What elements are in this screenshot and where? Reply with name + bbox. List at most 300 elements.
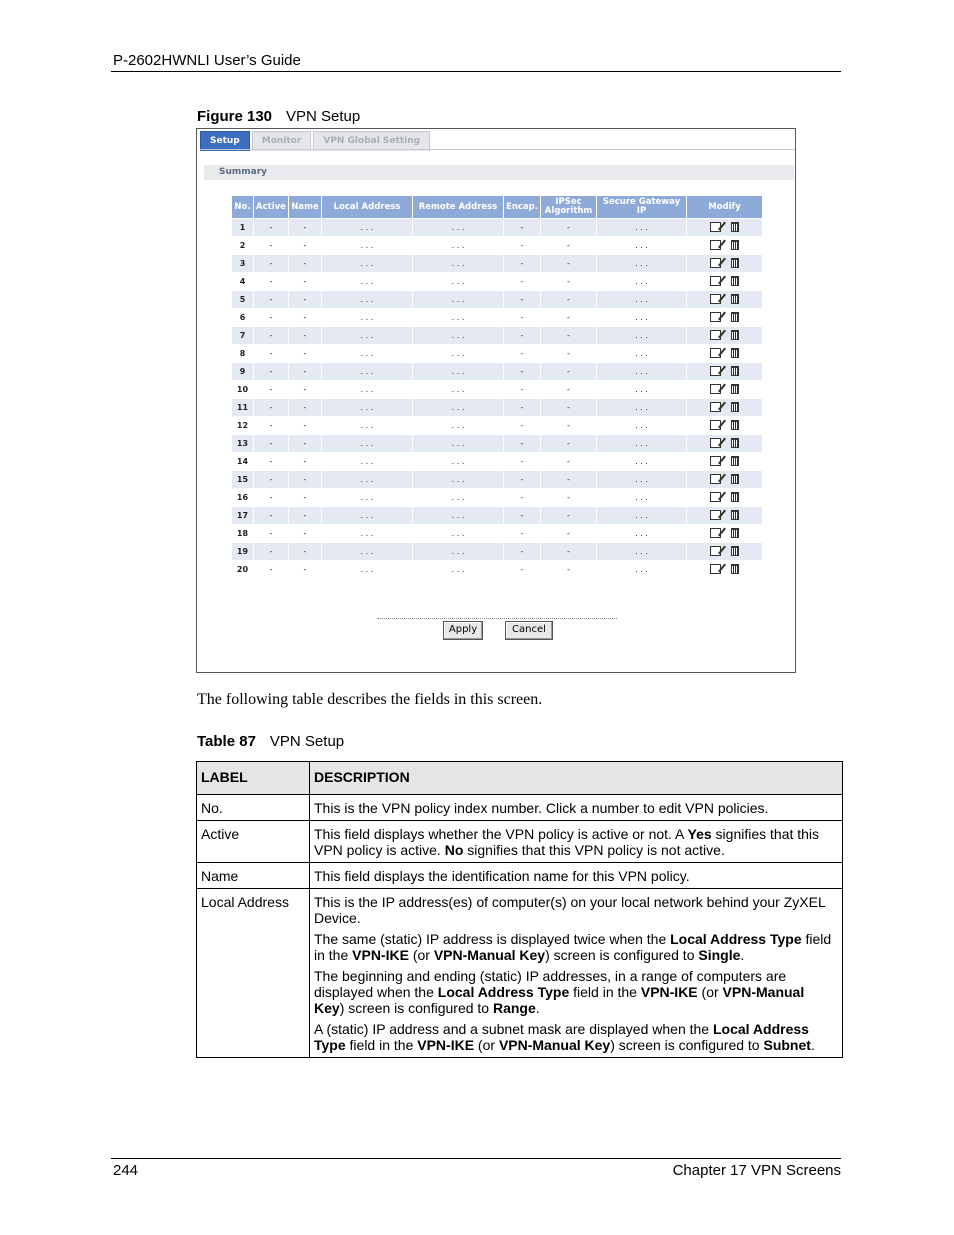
text-run: This field displays whether the VPN policy is active or not. A xyxy=(314,826,688,842)
row-ipsec-algorithm: - xyxy=(541,399,596,416)
row-no[interactable]: 10 xyxy=(232,381,253,398)
row-name: - xyxy=(289,219,321,236)
table-row xyxy=(232,525,762,542)
row-active: - xyxy=(254,381,288,398)
row-active: - xyxy=(254,345,288,362)
row-local-address: . . . xyxy=(322,363,412,380)
modify-icons xyxy=(710,474,739,484)
row-remote-address: . . . xyxy=(413,399,503,416)
row-active: - xyxy=(254,363,288,380)
row-ipsec-algorithm: - xyxy=(541,363,596,380)
modify-icons xyxy=(710,528,739,538)
header-rule xyxy=(111,71,841,72)
text-run: signifies that this VPN policy is active. xyxy=(314,826,820,858)
edit-icon[interactable] xyxy=(710,330,721,340)
col-encap: Encap. xyxy=(504,196,540,218)
description-paragraph xyxy=(314,1021,838,1053)
row-modify xyxy=(687,399,762,416)
table-row xyxy=(232,399,762,416)
trash-icon[interactable] xyxy=(731,564,739,574)
table-row xyxy=(232,507,762,524)
edit-icon[interactable] xyxy=(710,240,721,250)
trash-icon[interactable] xyxy=(731,456,739,466)
modify-icons xyxy=(710,240,739,250)
row-ipsec-algorithm: - xyxy=(541,471,596,488)
text-run: A (static) IP address and a subnet mask are displayed when the xyxy=(314,1021,713,1037)
trash-icon[interactable] xyxy=(731,258,739,268)
row-ipsec-algorithm: - xyxy=(541,291,596,308)
row-encap: - xyxy=(504,345,540,362)
row-remote-address: . . . xyxy=(413,435,503,452)
edit-icon[interactable] xyxy=(710,492,721,502)
row-local-address: . . . xyxy=(322,255,412,272)
table-row xyxy=(232,417,762,434)
edit-icon[interactable] xyxy=(710,222,721,232)
trash-icon[interactable] xyxy=(731,366,739,376)
row-no[interactable]: 3 xyxy=(232,255,253,272)
row-encap: - xyxy=(504,471,540,488)
row-secure-gateway-ip: . . . xyxy=(597,309,686,326)
modify-icons xyxy=(710,564,739,574)
row-encap: - xyxy=(504,255,540,272)
edit-icon[interactable] xyxy=(710,258,721,268)
row-ipsec-algorithm: - xyxy=(541,255,596,272)
col-modify: Modify xyxy=(687,196,762,218)
modify-icons xyxy=(710,384,739,394)
table-title: VPN Setup xyxy=(269,733,345,750)
row-no[interactable]: 11 xyxy=(232,399,253,416)
row-active: - xyxy=(254,471,288,488)
edit-icon[interactable] xyxy=(710,546,721,556)
row-secure-gateway-ip: . . . xyxy=(597,345,686,362)
row-secure-gateway-ip: . . . xyxy=(597,453,686,470)
edit-icon[interactable] xyxy=(710,528,721,538)
row-active: - xyxy=(254,435,288,452)
row-modify xyxy=(687,273,762,290)
vpn-summary-table xyxy=(231,195,763,579)
table-row xyxy=(232,381,762,398)
description-row xyxy=(197,889,843,1058)
edit-icon[interactable] xyxy=(710,420,721,430)
row-no[interactable]: 7 xyxy=(232,327,253,344)
row-encap: - xyxy=(504,525,540,542)
col-remote-address: Remote Address xyxy=(413,196,503,218)
edit-icon[interactable] xyxy=(710,564,721,574)
row-ipsec-algorithm: - xyxy=(541,453,596,470)
row-local-address: . . . xyxy=(322,273,412,290)
row-name: - xyxy=(289,453,321,470)
row-active: - xyxy=(254,399,288,416)
text-run: field in the xyxy=(345,1037,418,1053)
modify-icons xyxy=(710,402,739,412)
row-modify xyxy=(687,363,762,380)
table-row xyxy=(232,561,762,578)
row-name: - xyxy=(289,489,321,506)
row-name: - xyxy=(289,345,321,362)
field-label: Local Address xyxy=(197,889,310,1058)
row-modify xyxy=(687,309,762,326)
row-remote-address: . . . xyxy=(413,561,503,578)
bold-term: VPN-Manual Key xyxy=(498,1037,611,1053)
field-description xyxy=(310,889,843,1058)
field-description-table xyxy=(196,761,843,1058)
bold-term: Local Address Type xyxy=(670,931,802,947)
row-active: - xyxy=(254,561,288,578)
row-no[interactable]: 2 xyxy=(232,237,253,254)
trash-icon[interactable] xyxy=(731,402,739,412)
edit-icon[interactable] xyxy=(710,402,721,412)
bold-term: Subnet xyxy=(763,1037,811,1053)
table-row xyxy=(232,363,762,380)
cancel-button[interactable]: Cancel xyxy=(505,621,553,640)
row-name: - xyxy=(289,507,321,524)
row-remote-address: . . . xyxy=(413,345,503,362)
row-encap: - xyxy=(504,435,540,452)
edit-icon[interactable] xyxy=(710,294,721,304)
trash-icon[interactable] xyxy=(731,312,739,322)
intro-text: The following table describes the fields in this screen. xyxy=(197,691,543,708)
row-remote-address: . . . xyxy=(413,471,503,488)
row-no[interactable]: 13 xyxy=(232,435,253,452)
field-label: Name xyxy=(197,863,310,889)
row-local-address: . . . xyxy=(322,525,412,542)
row-encap: - xyxy=(504,309,540,326)
bold-term: VPN-Manual Key xyxy=(314,984,805,1016)
description-paragraph xyxy=(314,931,838,963)
row-active: - xyxy=(254,291,288,308)
row-name: - xyxy=(289,237,321,254)
row-modify xyxy=(687,453,762,470)
bold-term: No xyxy=(444,842,464,858)
row-local-address: . . . xyxy=(322,345,412,362)
row-no[interactable]: 17 xyxy=(232,507,253,524)
description-row xyxy=(197,863,843,889)
row-name: - xyxy=(289,291,321,308)
row-local-address: . . . xyxy=(322,309,412,326)
row-active: - xyxy=(254,309,288,326)
row-local-address: . . . xyxy=(322,489,412,506)
modify-icons xyxy=(710,438,739,448)
modify-icons xyxy=(710,366,739,376)
text-run: The beginning and ending (static) IP addresses, in a range of computers are displayed when the xyxy=(314,968,787,1000)
row-remote-address: . . . xyxy=(413,363,503,380)
modify-icons xyxy=(710,348,739,358)
text-run: The same (static) IP address is displayed twice when the xyxy=(314,931,671,947)
row-local-address: . . . xyxy=(322,453,412,470)
field-label: Active xyxy=(197,821,310,863)
bold-term: Local Address Type xyxy=(314,1021,809,1053)
description-paragraph xyxy=(314,868,838,884)
row-local-address: . . . xyxy=(322,291,412,308)
table-row xyxy=(232,327,762,344)
row-ipsec-algorithm: - xyxy=(541,345,596,362)
row-local-address: . . . xyxy=(322,327,412,344)
modify-icons xyxy=(710,294,739,304)
trash-icon[interactable] xyxy=(731,420,739,430)
edit-icon[interactable] xyxy=(710,474,721,484)
row-encap: - xyxy=(504,381,540,398)
bold-term: Local Address Type xyxy=(437,984,570,1000)
row-active: - xyxy=(254,273,288,290)
row-local-address: . . . xyxy=(322,471,412,488)
edit-icon[interactable] xyxy=(710,276,721,286)
row-name: - xyxy=(289,309,321,326)
row-ipsec-algorithm: - xyxy=(541,507,596,524)
edit-icon[interactable] xyxy=(710,510,721,520)
text-run: ) screen is configured to xyxy=(610,1037,764,1053)
row-encap: - xyxy=(504,291,540,308)
text-run: field in the xyxy=(314,931,832,963)
row-ipsec-algorithm: - xyxy=(541,417,596,434)
row-no[interactable]: 9 xyxy=(232,363,253,380)
modify-icons xyxy=(710,420,739,430)
table-caption xyxy=(197,733,344,750)
bold-term: Yes xyxy=(687,826,712,842)
bold-term: VPN-Manual Key xyxy=(433,947,546,963)
row-local-address: . . . xyxy=(322,237,412,254)
row-modify xyxy=(687,345,762,362)
field-label: No. xyxy=(197,795,310,821)
row-active: - xyxy=(254,417,288,434)
edit-icon[interactable] xyxy=(710,366,721,376)
row-name: - xyxy=(289,327,321,344)
trash-icon[interactable] xyxy=(731,510,739,520)
footer-rule xyxy=(111,1158,841,1159)
modify-icons xyxy=(710,492,739,502)
row-secure-gateway-ip: . . . xyxy=(597,363,686,380)
row-encap: - xyxy=(504,489,540,506)
row-remote-address: . . . xyxy=(413,381,503,398)
row-remote-address: . . . xyxy=(413,453,503,470)
trash-icon[interactable] xyxy=(731,492,739,502)
trash-icon[interactable] xyxy=(731,528,739,538)
row-name: - xyxy=(289,435,321,452)
row-remote-address: . . . xyxy=(413,489,503,506)
col-active: Active xyxy=(254,196,288,218)
table-row xyxy=(232,489,762,506)
row-name: - xyxy=(289,525,321,542)
row-modify xyxy=(687,417,762,434)
row-modify xyxy=(687,435,762,452)
tab-monitor[interactable]: Monitor xyxy=(252,131,312,151)
row-name: - xyxy=(289,543,321,560)
row-encap: - xyxy=(504,237,540,254)
row-name: - xyxy=(289,471,321,488)
trash-icon[interactable] xyxy=(731,330,739,340)
tab-vpn-global-setting[interactable]: VPN Global Setting xyxy=(313,131,430,151)
bold-term: Single xyxy=(698,947,741,963)
row-no[interactable]: 12 xyxy=(232,417,253,434)
row-modify xyxy=(687,543,762,560)
summary-heading: Summary xyxy=(204,165,794,180)
row-ipsec-algorithm: - xyxy=(541,381,596,398)
edit-icon[interactable] xyxy=(710,384,721,394)
row-name: - xyxy=(289,381,321,398)
tab-bar xyxy=(200,131,432,150)
description-paragraph xyxy=(314,894,838,926)
modify-icons xyxy=(710,456,739,466)
row-local-address: . . . xyxy=(322,543,412,560)
field-description xyxy=(310,863,843,889)
table-row xyxy=(232,237,762,254)
row-no[interactable]: 20 xyxy=(232,561,253,578)
apply-button[interactable]: Apply xyxy=(443,621,483,640)
row-secure-gateway-ip: . . . xyxy=(597,255,686,272)
table-row xyxy=(232,255,762,272)
description-row xyxy=(197,821,843,863)
trash-icon[interactable] xyxy=(731,276,739,286)
row-secure-gateway-ip: . . . xyxy=(597,273,686,290)
row-secure-gateway-ip: . . . xyxy=(597,525,686,542)
row-active: - xyxy=(254,543,288,560)
modify-icons xyxy=(710,258,739,268)
row-no[interactable]: 6 xyxy=(232,309,253,326)
row-remote-address: . . . xyxy=(413,291,503,308)
row-no[interactable]: 18 xyxy=(232,525,253,542)
col-ipsec-algorithm: IPSec Algorithm xyxy=(541,196,596,218)
row-ipsec-algorithm: - xyxy=(541,273,596,290)
row-local-address: . . . xyxy=(322,435,412,452)
row-name: - xyxy=(289,561,321,578)
col-description-header: DESCRIPTION xyxy=(310,762,843,795)
text-run: signifies that this VPN policy is not active. xyxy=(463,842,725,858)
page-number: 244 xyxy=(113,1162,139,1179)
row-active: - xyxy=(254,255,288,272)
tab-setup[interactable]: Setup xyxy=(200,131,250,151)
text-run: . xyxy=(535,1000,540,1016)
row-secure-gateway-ip: . . . xyxy=(597,507,686,524)
modify-icons xyxy=(710,276,739,286)
row-secure-gateway-ip: . . . xyxy=(597,381,686,398)
edit-icon[interactable] xyxy=(710,348,721,358)
chapter-title: Chapter 17 VPN Screens xyxy=(672,1162,841,1179)
row-secure-gateway-ip: . . . xyxy=(597,219,686,236)
row-modify xyxy=(687,219,762,236)
description-paragraph xyxy=(314,826,838,858)
row-modify xyxy=(687,561,762,578)
field-description xyxy=(310,821,843,863)
button-separator xyxy=(377,618,617,619)
row-no[interactable]: 1 xyxy=(232,219,253,236)
col-local-address: Local Address xyxy=(322,196,412,218)
row-no[interactable]: 14 xyxy=(232,453,253,470)
row-no[interactable]: 5 xyxy=(232,291,253,308)
row-remote-address: . . . xyxy=(413,543,503,560)
bold-term: VPN-IKE xyxy=(352,947,409,963)
row-encap: - xyxy=(504,507,540,524)
row-local-address: . . . xyxy=(322,219,412,236)
description-paragraph xyxy=(314,968,838,1016)
table-row xyxy=(232,309,762,326)
row-remote-address: . . . xyxy=(413,417,503,434)
text-run: ) screen is configured to xyxy=(545,947,699,963)
text-run: . xyxy=(740,947,745,963)
description-row xyxy=(197,795,843,821)
row-modify xyxy=(687,237,762,254)
table-row xyxy=(232,345,762,362)
modify-icons xyxy=(710,222,739,232)
row-modify xyxy=(687,291,762,308)
trash-icon[interactable] xyxy=(731,438,739,448)
figure-title: VPN Setup xyxy=(286,108,361,125)
row-ipsec-algorithm: - xyxy=(541,309,596,326)
modify-icons xyxy=(710,312,739,322)
trash-icon[interactable] xyxy=(731,384,739,394)
row-secure-gateway-ip: . . . xyxy=(597,543,686,560)
row-name: - xyxy=(289,399,321,416)
row-secure-gateway-ip: . . . xyxy=(597,561,686,578)
edit-icon[interactable] xyxy=(710,438,721,448)
trash-icon[interactable] xyxy=(731,294,739,304)
row-modify xyxy=(687,525,762,542)
table-row xyxy=(232,291,762,308)
row-remote-address: . . . xyxy=(413,219,503,236)
edit-icon[interactable] xyxy=(710,312,721,322)
figure-label: Figure 130 xyxy=(197,108,273,125)
trash-icon[interactable] xyxy=(731,240,739,250)
text-run: ) screen is configured to xyxy=(339,1000,493,1016)
bold-term: Range xyxy=(492,1000,536,1016)
trash-icon[interactable] xyxy=(731,348,739,358)
row-encap: - xyxy=(504,327,540,344)
row-encap: - xyxy=(504,399,540,416)
row-remote-address: . . . xyxy=(413,255,503,272)
row-active: - xyxy=(254,219,288,236)
row-active: - xyxy=(254,237,288,254)
row-remote-address: . . . xyxy=(413,237,503,254)
row-no[interactable]: 19 xyxy=(232,543,253,560)
table-label: Table 87 xyxy=(197,733,256,750)
trash-icon[interactable] xyxy=(731,546,739,556)
row-modify xyxy=(687,471,762,488)
row-no[interactable]: 16 xyxy=(232,489,253,506)
vpn-setup-screenshot xyxy=(196,128,796,673)
row-encap: - xyxy=(504,363,540,380)
edit-icon[interactable] xyxy=(710,456,721,466)
text-run: (or xyxy=(697,984,723,1000)
row-secure-gateway-ip: . . . xyxy=(597,327,686,344)
row-ipsec-algorithm: - xyxy=(541,489,596,506)
row-ipsec-algorithm: - xyxy=(541,219,596,236)
modify-icons xyxy=(710,330,739,340)
row-local-address: . . . xyxy=(322,507,412,524)
col-name: Name xyxy=(289,196,321,218)
trash-icon[interactable] xyxy=(731,474,739,484)
row-secure-gateway-ip: . . . xyxy=(597,237,686,254)
text-run: (or xyxy=(474,1037,499,1053)
row-local-address: . . . xyxy=(322,417,412,434)
row-local-address: . . . xyxy=(322,381,412,398)
row-active: - xyxy=(254,507,288,524)
trash-icon[interactable] xyxy=(731,222,739,232)
bold-term: VPN-IKE xyxy=(640,984,698,1000)
text-run: This is the VPN policy index number. Click a number to edit VPN policies. xyxy=(314,800,769,816)
row-encap: - xyxy=(504,453,540,470)
row-secure-gateway-ip: . . . xyxy=(597,399,686,416)
row-no[interactable]: 4 xyxy=(232,273,253,290)
row-no[interactable]: 8 xyxy=(232,345,253,362)
row-modify xyxy=(687,381,762,398)
row-active: - xyxy=(254,489,288,506)
row-ipsec-algorithm: - xyxy=(541,237,596,254)
row-name: - xyxy=(289,255,321,272)
row-modify xyxy=(687,489,762,506)
row-modify xyxy=(687,327,762,344)
row-ipsec-algorithm: - xyxy=(541,543,596,560)
table-row xyxy=(232,219,762,236)
row-local-address: . . . xyxy=(322,561,412,578)
row-no[interactable]: 15 xyxy=(232,471,253,488)
